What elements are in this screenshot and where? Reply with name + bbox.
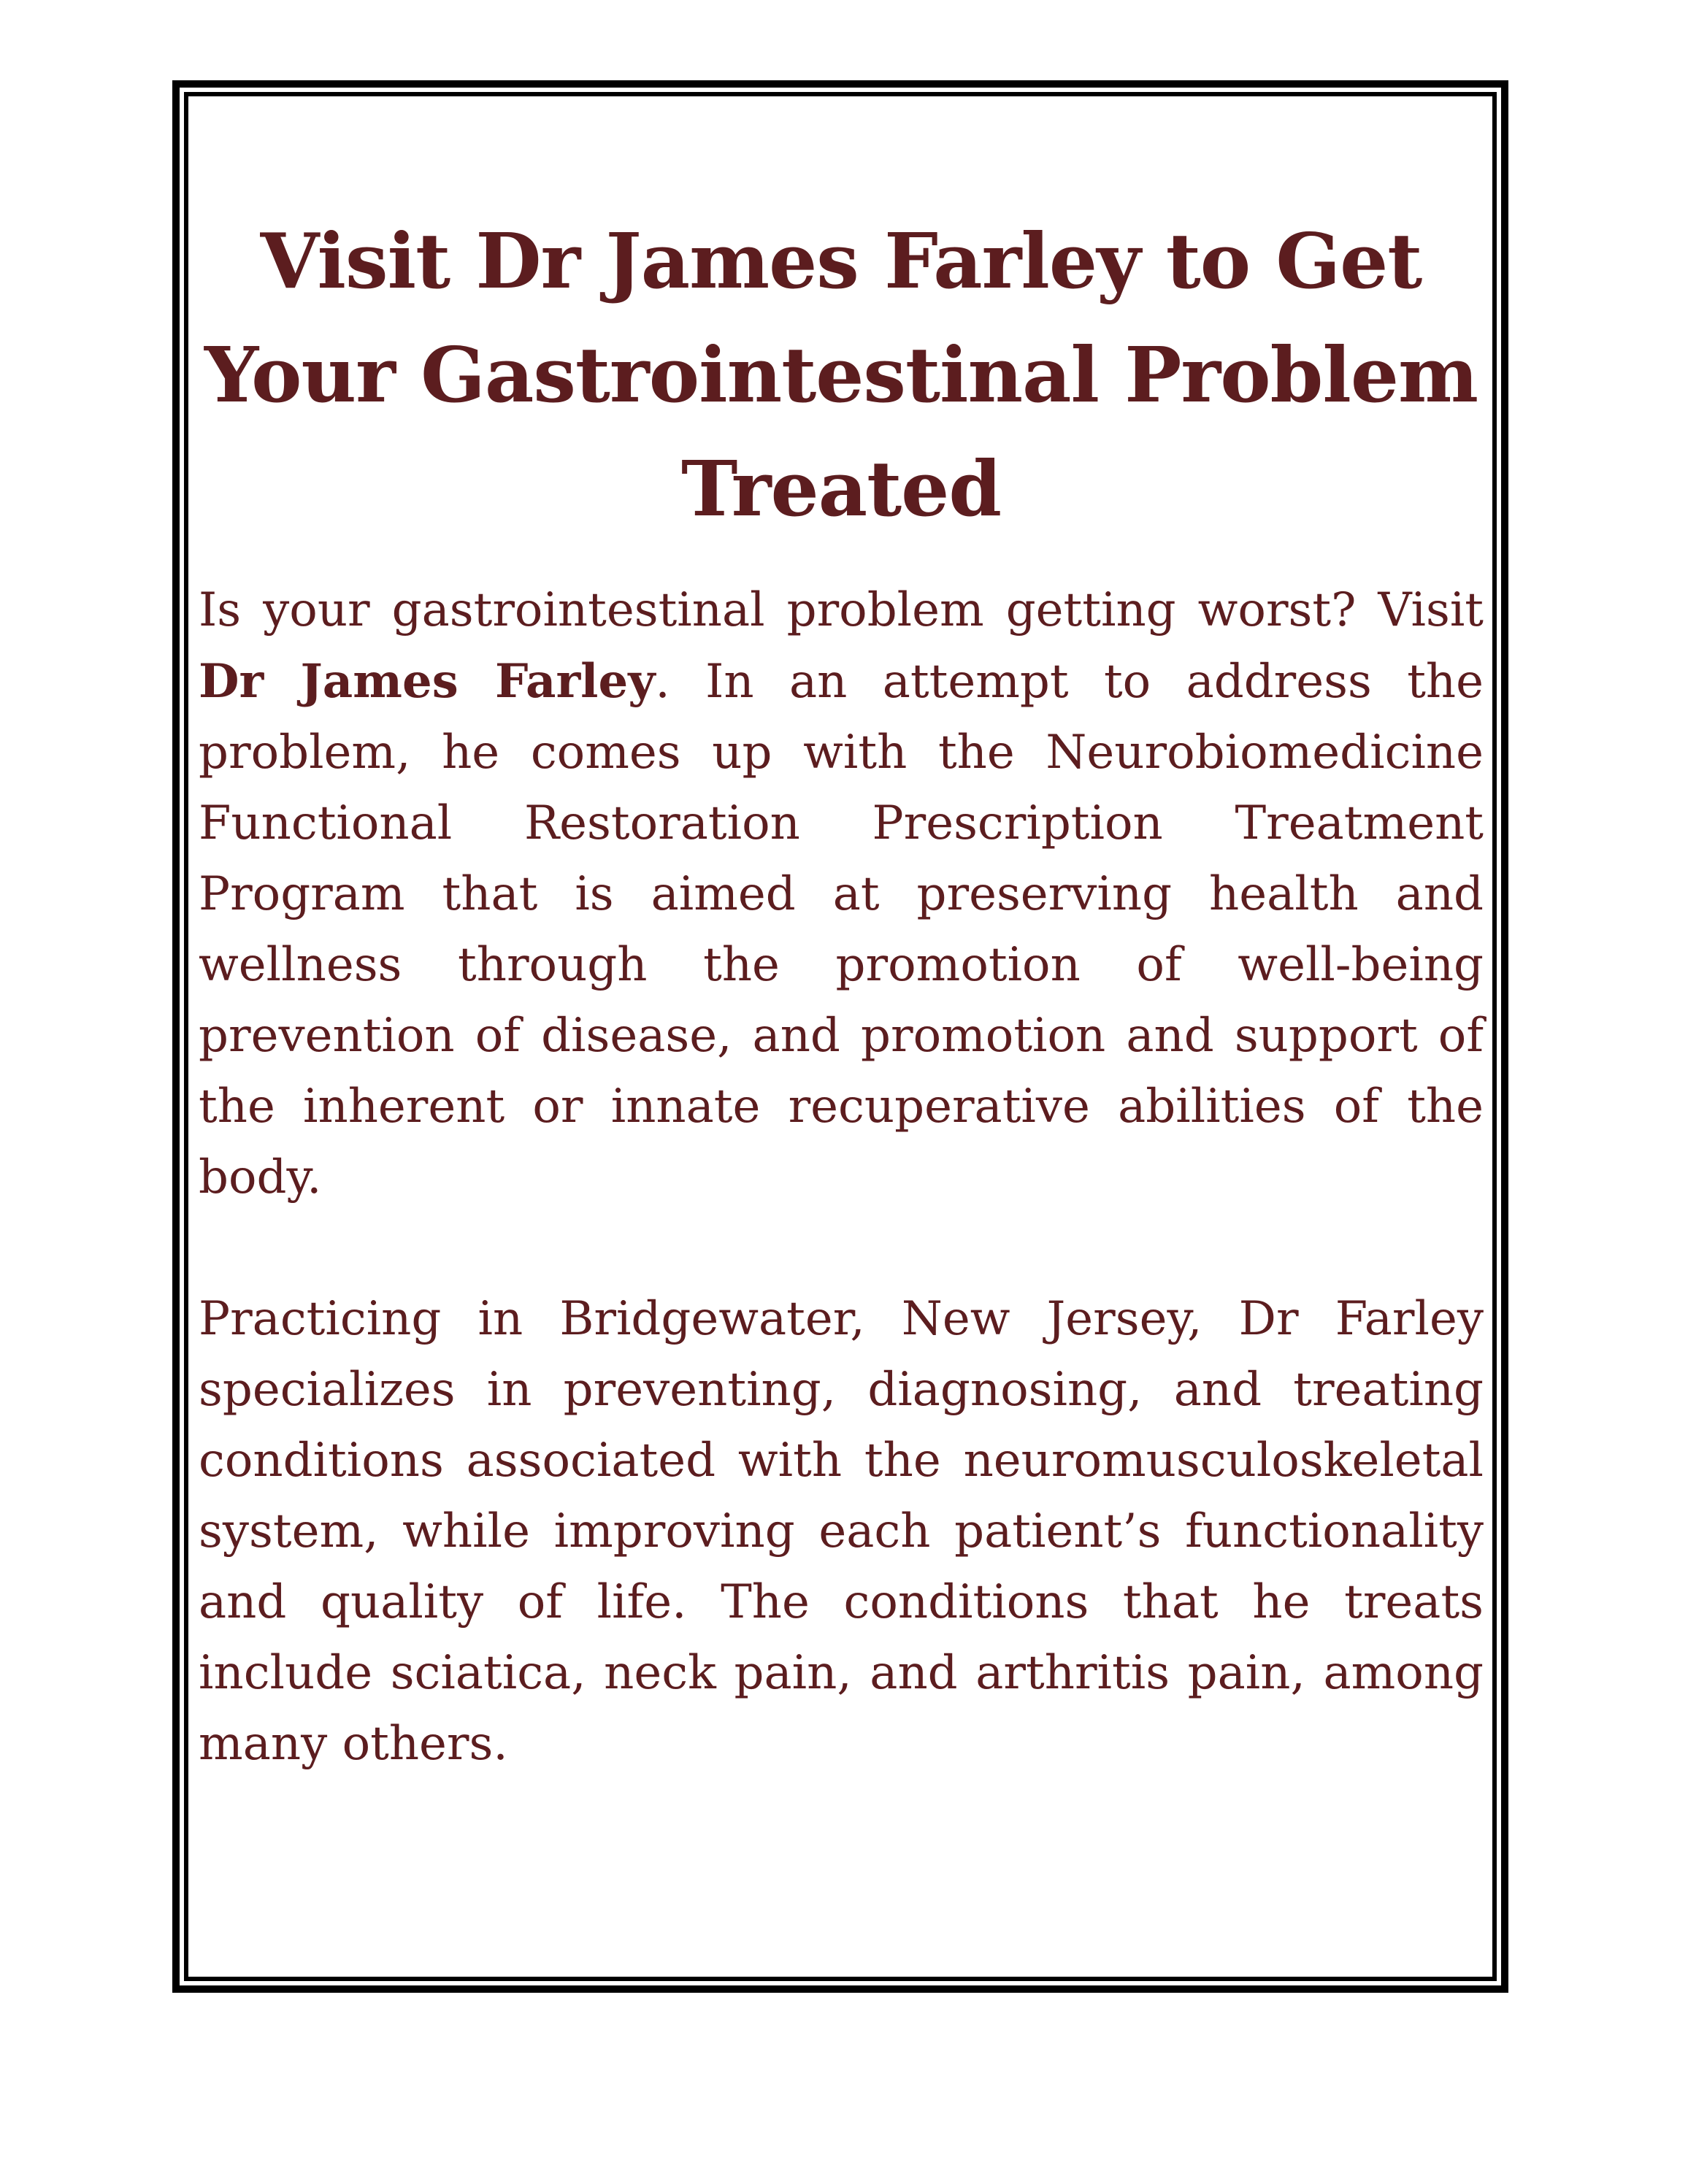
doctor-name: Dr James Farley (199, 654, 656, 709)
intro-paragraph (199, 575, 1484, 1213)
intro-text-end: . In an attempt to address the problem, he comes up with the Neurobiomedicine Functional Restoration Prescription Treatment Program that is aimed at preserving health and wellness through the promotion of well-being prevention of disease, and promotion and support of the inherent or innate recuperative abilities of the body. (199, 655, 1484, 1204)
practice-paragraph: Practicing in Bridgewater, New Jersey, Dr Farley specializes in preventing, diagnosing, and treating conditions associated with the neuromusculoskeletal system, while improving each patient’s functionality and quality of life. The conditions that he treats include sciatica, neck pain, and arthritis pain, among many others. (199, 1292, 1484, 1771)
page-title: Visit Dr James Farley to Get Your Gastrointestinal Problem Treated (204, 216, 1478, 534)
document-content (199, 204, 1484, 1780)
intro-text-start: Is your gastrointestinal problem getting worst? Visit (199, 583, 1484, 637)
